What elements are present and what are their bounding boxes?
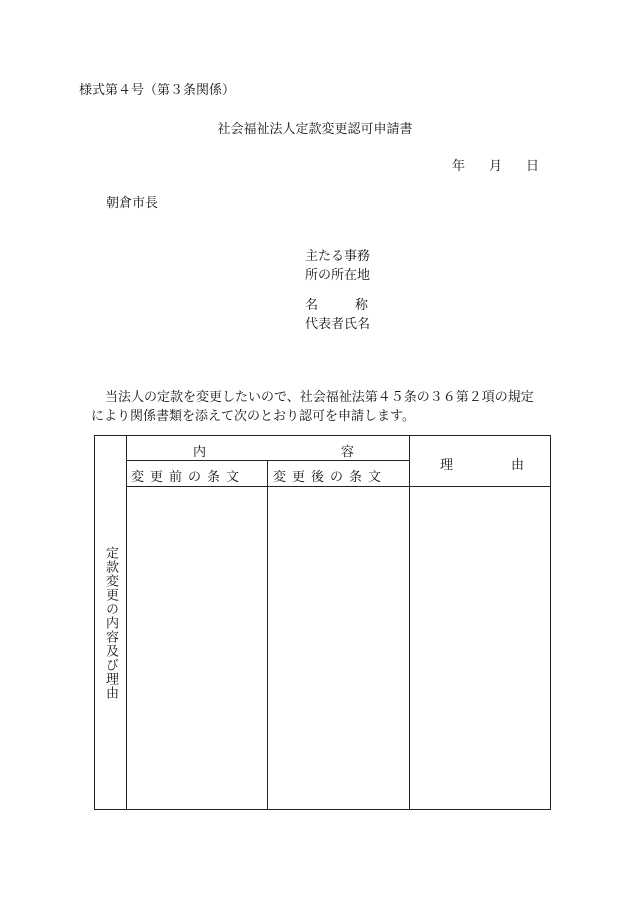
representative-label: 代表者氏名: [305, 317, 371, 332]
before-article-cell[interactable]: [127, 487, 267, 809]
table-side-label: 定款変更の内容及び理由: [103, 546, 118, 700]
table-divider-content-header: [126, 460, 409, 461]
name-label-a: 名: [305, 298, 319, 313]
name-label-b: 称: [355, 298, 369, 313]
address-label-line-1: 主たる事務: [305, 249, 371, 264]
after-article-cell[interactable]: [268, 487, 409, 809]
intro-line-1: 当法人の定款を変更したいので、社会福祉法第４５条の３６第２項の規定: [105, 390, 534, 405]
reason-cell[interactable]: [410, 487, 550, 809]
address-label-line-2: 所の所在地: [305, 268, 371, 283]
reason-header-a: 理: [440, 458, 454, 473]
intro-line-2: により関係書類を添えて次のとおり認可を申請します。: [91, 409, 415, 424]
applicant-address-label: [305, 247, 370, 285]
date-line: [452, 155, 539, 174]
addressee: 朝倉市長: [106, 196, 159, 211]
intro-paragraph: [91, 388, 561, 426]
after-article-header: 変更後の条文: [273, 470, 388, 485]
date-month: 月: [489, 159, 503, 174]
document-title: 社会福祉法人定款変更認可申請書: [217, 122, 413, 137]
content-header-b: 容: [341, 445, 355, 460]
date-day: 日: [526, 159, 540, 174]
change-table: [94, 435, 551, 810]
content-header-a: 内: [193, 445, 207, 460]
reason-header-b: 由: [511, 458, 525, 473]
name-label: [305, 296, 370, 315]
date-year: 年: [452, 159, 466, 174]
form-number: 様式第４号（第３条関係）: [79, 83, 236, 98]
applicant-name-label: [305, 296, 370, 334]
before-article-header: 変更前の条文: [131, 470, 246, 485]
